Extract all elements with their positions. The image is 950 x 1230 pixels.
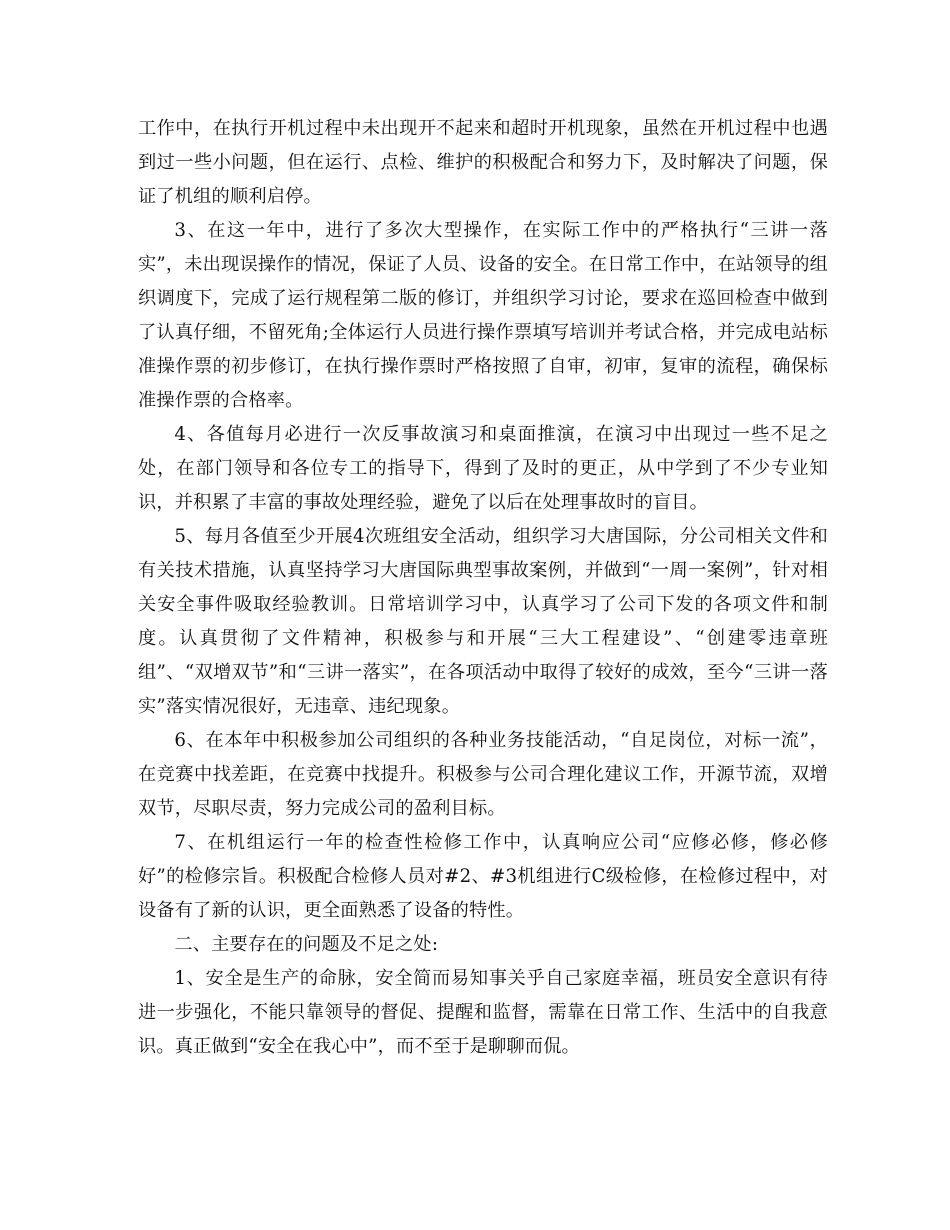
section-heading-issues: 二、主要存在的问题及不足之处:: [174, 934, 439, 955]
paragraph-item-3: 3、在这一年中，进行了多次大型操作，在实际工作中的严格执行“三讲一落实”，未出现误操作的情况，保证了人员、设备的安全。在日常工作中，在站领导的组织调度下，完成了运行规程第二版的修订，并组织学习讨论，要求在巡回检查中做到了认真仔细，不留死角;全体运行人员进行操作票填写培训并考试合格，并完成电站标准操作票的初步修订，在执行操作票时严格按照了自审，初审，复审的流程，确保标准操作票的合格率。: [138, 220, 828, 411]
document-body: [138, 112, 828, 1064]
paragraph-item-5: 5、每月各值至少开展4次班组安全活动，组织学习大唐国际，分公司相关文件和有关技术措施，认真坚持学习大唐国际典型事故案例，并做到“一周一案例”，针对相关安全事件吸取经验教训。日常培训学习中，认真学习了公司下发的各项文件和制度。认真贯彻了文件精神，积极参与和开展“三大工程建设”、“创建零违章班组”、“双增双节”和“三讲一落实”，在各项活动中取得了较好的成效，至今“三讲一落实”落实情况很好，无违章、违纪现象。: [138, 526, 828, 717]
paragraph-item-7: 7、在机组运行一年的检查性检修工作中，认真响应公司“应修必修，修必修好”的检修宗旨。积极配合检修人员对#2、#3机组进行C级检修，在检修过程中，对设备有了新的认识，更全面熟悉了设备的特性。: [138, 832, 828, 921]
paragraph-issue-1: 1、安全是生产的命脉，安全简而易知事关乎自己家庭幸福，班员安全意识有待进一步强化，不能只靠领导的督促、提醒和监督，需靠在日常工作、生活中的自我意识。真正做到“安全在我心中”，而不至于是聊聊而侃。: [138, 968, 828, 1057]
paragraph-item-6: 6、在本年中积极参加公司组织的各种业务技能活动，“自足岗位，对标一流”，在竞赛中找差距，在竞赛中找提升。积极参与公司合理化建议工作，开源节流，双增双节，尽职尽责，努力完成公司的盈利目标。: [138, 730, 828, 819]
paragraph-item-4: 4、各值每月必进行一次反事故演习和桌面推演，在演习中出现过一些不足之处，在部门领导和各位专工的指导下，得到了及时的更正，从中学到了不少专业知识，并积累了丰富的事故处理经验，避免了以后在处理事故时的盲目。: [138, 424, 828, 513]
paragraph-continuation: 工作中，在执行开机过程中未出现开不起来和超时开机现象，虽然在开机过程中也遇到过一些小问题，但在运行、点检、维护的积极配合和努力下，及时解决了问题，保证了机组的顺利启停。: [138, 118, 828, 207]
